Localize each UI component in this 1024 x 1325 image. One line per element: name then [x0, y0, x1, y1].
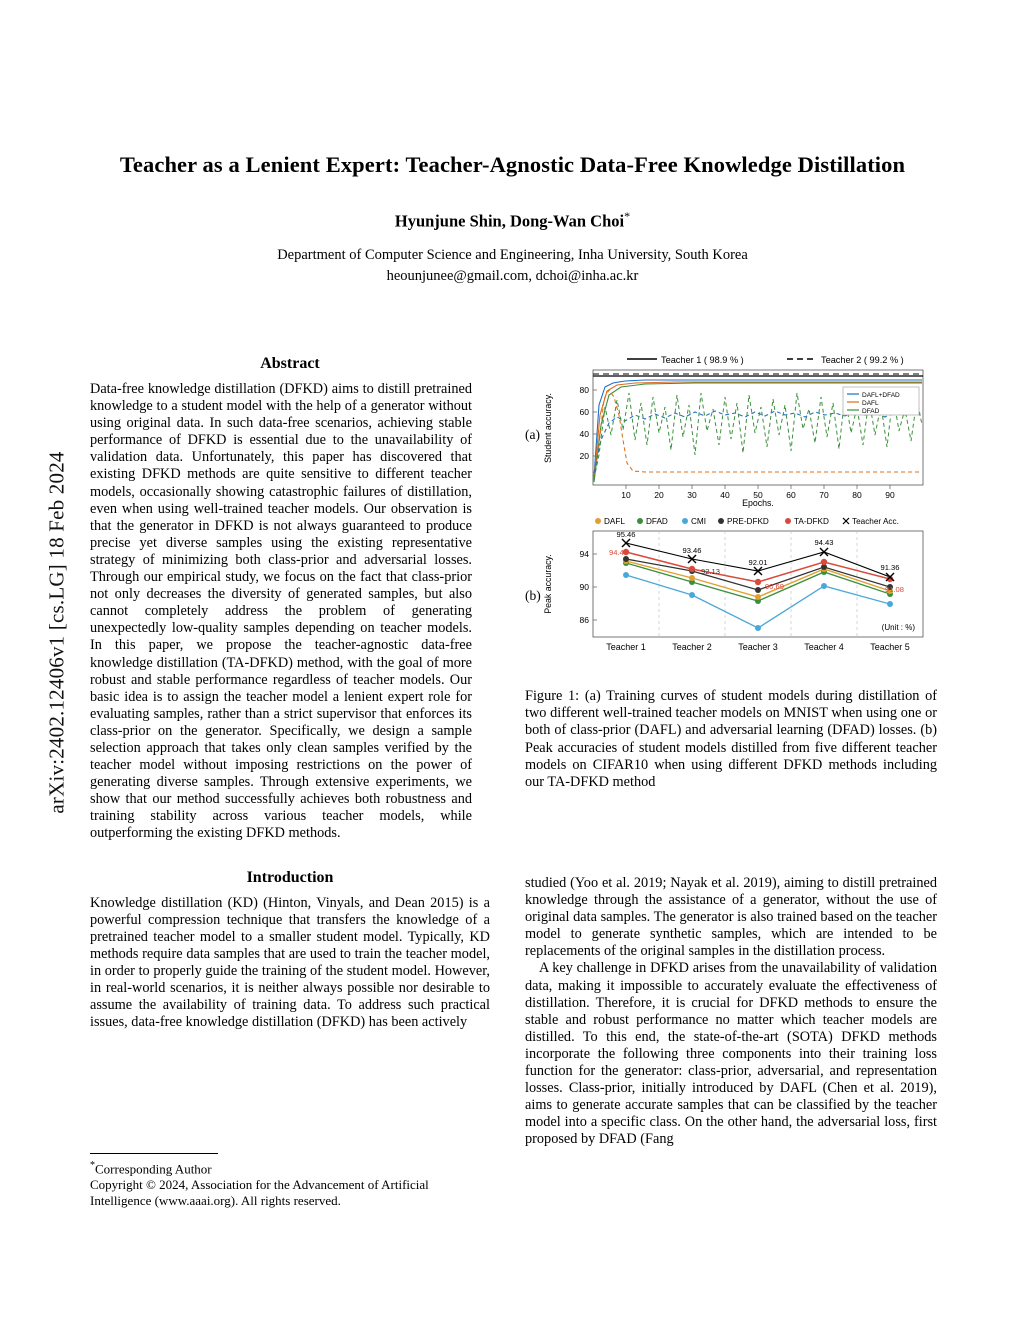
svg-text:91.36: 91.36 — [880, 563, 900, 572]
author-list — [90, 209, 935, 232]
panel-a-xlabel: Epochs. — [742, 498, 774, 508]
svg-text:Teacher 1: Teacher 1 — [606, 642, 646, 652]
svg-text:Teacher 4: Teacher 4 — [804, 642, 844, 652]
svg-text:60: 60 — [579, 407, 589, 417]
intro-paragraph-2: studied (Yoo et al. 2019; Nayak et al. 2019), aiming to distill pretrained knowledge through the assistance of a generator, without the use of original data samples. The generator is also trained based on the teacher model to generate synthetic samples, which are intended to be replacements of the original samples in the distillation process. — [525, 875, 937, 960]
svg-text:70: 70 — [819, 490, 829, 500]
svg-text:90: 90 — [579, 582, 589, 592]
panel-b-categories — [606, 642, 910, 652]
arxiv-stamp: arXiv:2402.12406v1 [cs.LG] 18 Feb 2024 — [44, 451, 69, 814]
svg-text:DAFL: DAFL — [604, 517, 625, 526]
svg-text:94.4: 94.4 — [609, 548, 624, 557]
corresponding-marker: * — [624, 209, 631, 223]
affiliation-line-2: heounjunee@gmail.com, dchoi@inha.ac.kr — [386, 268, 639, 284]
abstract-heading: Abstract — [260, 355, 320, 372]
copyright-line-2: Intelligence (www.aaai.org). All rights reserved. — [90, 1193, 341, 1209]
footnote-block — [90, 1153, 490, 1209]
svg-text:95.46: 95.46 — [616, 530, 636, 539]
panel-b-ylabel: Peak accuracy. — [543, 554, 553, 614]
svg-text:DAFL: DAFL — [862, 400, 879, 407]
svg-text:Teacher 2 ( 99.2 % ): Teacher 2 ( 99.2 % ) — [821, 355, 904, 365]
svg-text:Teacher 2: Teacher 2 — [672, 642, 712, 652]
figure-panels — [525, 345, 937, 675]
abstract-text: Data-free knowledge distillation (DFKD) aims to distill pretrained knowledge to a student model with the help of a generator without using original data. In such data-free scenarios, achieving stable performance of DFKD is essential due to the unavailability of validation data. Unfortunately, this paper has discovered that existing DFKD methods are quite sensitive to different teacher models, occasionally showing catastrophic failures of distillation, even when using well-trained teacher models. Our observation is that the generator in DFKD is not always guaranteed to produce precise yet diverse samples using the existing representative strategy of minimizing both class-prior and adversarial losses. Through our empirical study, we focus on the fact that class-prior not only decreases the diversity of generated samples, but also cannot completely address the problem of generating unexpectedly low-quality samples depending on teacher models. In this paper, we propose the teacher-agnostic data-free knowledge distillation (TA-DFKD) method, with the goal of more robust and stable performance regardless of teacher models. Our basic idea is to assign the teacher model a lenient expert role for evaluating samples, rather than a strict supervisor that enforces its class-prior on the generator. Specifically, we design a sample selection approach that takes only clean samples verified by the teacher model without imposing restrictions on the power of generating diverse samples. Through extensive experiments, we show that our method successfully achieves both robustness and training stability across various teacher models, while outperforming the existing DFKD methods. — [90, 381, 472, 842]
panel-a-label: (a) — [525, 427, 540, 442]
introduction-paragraph-1: Knowledge distillation (KD) (Hinton, Vinyals, and Dean 2015) is a powerful compression technique that transfers the knowledge of a pretrained teacher model to a smaller student model. Typically, KD methods require data samples that are used to train the teacher model, in order to properly guide the training of the student model. However, in real-world scenarios, it is neither always possible nor desirable to assume the availability of training data. To address such practical issues, data-free knowledge distillation (DFKD) has been actively — [90, 894, 490, 1031]
panel-a-top-legend — [627, 355, 904, 365]
figure-caption: Figure 1: (a) Training curves of student models during distillation of two different well-trained teacher models on MNIST when using one or both of class-prior (DAFL) and adversarial learning (DFAD) losses. (b) Peak accuracies of student models distilled from five different teacher models on CIFAR10 when using different DFKD methods including our TA-DFKD method — [525, 688, 937, 791]
svg-text:10: 10 — [621, 490, 631, 500]
svg-text:50: 50 — [753, 490, 763, 500]
figure-svg — [525, 345, 937, 675]
svg-text:TA-DFKD: TA-DFKD — [794, 517, 829, 526]
svg-text:86: 86 — [579, 615, 589, 625]
intro-paragraph-3: A key challenge in DFKD arises from the unavailability of validation data, making it impossible to accurately evaluate the effectiveness of distillation. Therefore, it is crucial for DFKD methods to ensure the stable and robust performance no matter which teacher models are distilled. To this end, the state-of-the-art (SOTA) DFKD methods incorporate the following three components into their training loss function for the generator: class-prior, adversarial, and representation losses. Class-prior, initially introduced by DAFL (Chen et al. 2019), aims to generate accurate samples that can be classified by the teacher model into a specific class. On the other hand, the adversarial loss, first proposed by DFAD (Fang — [525, 960, 937, 1148]
left-column — [90, 355, 490, 1031]
svg-text:20: 20 — [654, 490, 664, 500]
svg-text:60: 60 — [786, 490, 796, 500]
authors-text: Hyunjune Shin, Dong-Wan Choi — [394, 211, 625, 231]
footnote-rule — [90, 1153, 218, 1154]
svg-text:94.43: 94.43 — [814, 538, 834, 547]
svg-text:CMI: CMI — [691, 517, 707, 526]
figure-1 — [525, 345, 937, 675]
copyright-line-1: Copyright © 2024, Association for the Advancement of Artificial — [90, 1177, 429, 1193]
panel-b-unit-note: (Unit : %) — [881, 623, 915, 632]
asterisk-icon: * — [90, 1160, 95, 1171]
svg-text:40: 40 — [579, 429, 589, 439]
svg-text:DFAD: DFAD — [862, 408, 880, 415]
svg-text:DAFL+DFAD: DAFL+DFAD — [862, 392, 900, 399]
panel-a-ylabel: Student accuracy. — [543, 393, 553, 463]
svg-text:Teacher 1 ( 98.9 % ): Teacher 1 ( 98.9 % ) — [661, 355, 744, 365]
corresponding-author-note — [90, 1158, 490, 1177]
svg-text:92.13: 92.13 — [701, 567, 721, 576]
affiliation-line-1: Department of Computer Science and Engineering, Inha University, South Korea — [277, 247, 748, 263]
svg-text:PRE-DFKD: PRE-DFKD — [727, 517, 769, 526]
panel-b-yticks — [580, 549, 590, 625]
svg-text:90.69: 90.69 — [765, 582, 785, 591]
svg-text:90: 90 — [885, 490, 895, 500]
svg-text:92.01: 92.01 — [748, 558, 768, 567]
svg-text:80: 80 — [852, 490, 862, 500]
svg-text:40: 40 — [720, 490, 730, 500]
svg-text:93.46: 93.46 — [682, 546, 702, 555]
panel-a-yticks — [580, 385, 590, 461]
svg-text:80: 80 — [579, 385, 589, 395]
svg-text:Teacher Acc.: Teacher Acc. — [852, 517, 899, 526]
svg-text:94: 94 — [579, 549, 589, 559]
panel-b-legend — [595, 517, 899, 526]
svg-text:Teacher 5: Teacher 5 — [870, 642, 910, 652]
svg-text:20: 20 — [579, 451, 589, 461]
panel-a-inner-legend — [843, 387, 919, 415]
svg-text:Teacher 3: Teacher 3 — [738, 642, 778, 652]
right-column — [525, 875, 937, 1149]
page-title: Teacher as a Lenient Expert: Teacher-Agnostic Data-Free Knowledge Distillation — [119, 152, 906, 177]
svg-text:DFAD: DFAD — [646, 517, 668, 526]
svg-text:30: 30 — [687, 490, 697, 500]
affiliation — [90, 245, 935, 287]
panel-b-label: (b) — [525, 588, 541, 603]
svg-text:91.08: 91.08 — [885, 585, 905, 594]
introduction-heading: Introduction — [246, 868, 334, 886]
corresponding-author-text: Corresponding Author — [95, 1161, 212, 1177]
